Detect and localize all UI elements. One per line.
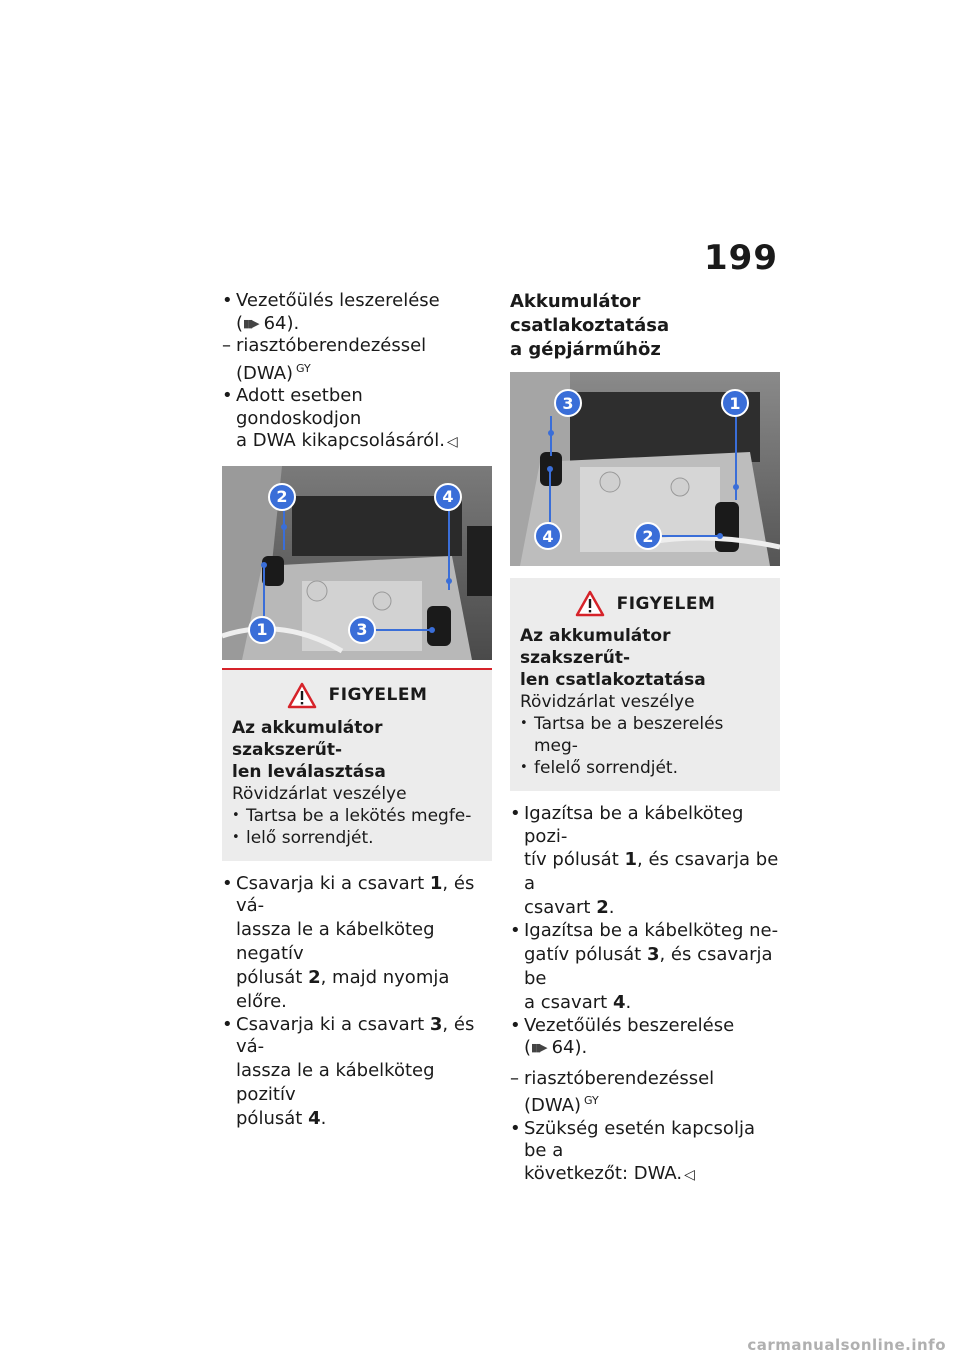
step-disable-dwa: • Adott esetben gondoskodjon <box>222 385 492 430</box>
step-negative: • Csavarja ki a csavart 1, és vá- <box>222 873 492 918</box>
callout-1: 1 <box>248 616 276 644</box>
warning-title: FIGYELEM <box>616 593 716 614</box>
callout-1: 1 <box>721 389 749 417</box>
alarm-condition: – riasztóberendezéssel <box>510 1068 780 1091</box>
warning-item: • Tartsa be a beszerelés meg- <box>520 713 770 757</box>
warning-triangle-icon <box>575 590 605 617</box>
alarm-condition-cont: (DWA) $^{GY}$ <box>236 361 311 384</box>
step-enable-dwa: • Szükség esetén kapcsolja be a <box>510 1118 780 1163</box>
warning-box-connect <box>510 578 780 791</box>
callout-leader <box>374 629 434 631</box>
step-disable-dwa-cont: a DWA kikapcsolásáról. ◁ <box>236 430 458 451</box>
right-column <box>510 290 780 1186</box>
warning-heading: Az akkumulátor szakszerűt- <box>232 717 383 760</box>
disconnect-steps: • Csavarja ki a csavart 1, és vá- lassza le a kábelköteg negatív pólusát 2, majd nyomja előre. • Csavarja ki a csavart 3, és vá- lassza le a kábelköteg pozitív pólusát 4. <box>222 873 492 1131</box>
step-install-seat: • Vezetőülés beszerelése <box>510 1015 780 1038</box>
warning-header <box>232 682 482 709</box>
callout-3: 3 <box>554 389 582 417</box>
warning-heading: Az akkumulátor szakszerűt- <box>520 626 671 668</box>
callout-leader <box>550 416 552 456</box>
alarm-condition: – riasztóberendezéssel <box>222 335 492 358</box>
warning-triangle-icon <box>287 682 317 709</box>
warning-box-disconnect <box>222 668 492 861</box>
callout-3: 3 <box>348 616 376 644</box>
warning-title: FIGYELEM <box>328 685 428 705</box>
callout-dot <box>429 627 435 633</box>
left-column <box>222 290 492 1131</box>
end-mark-icon: ◁ <box>446 434 458 450</box>
callout-dot <box>548 430 554 436</box>
callout-dot <box>733 484 739 490</box>
reference-arrow-icon: ▮▮▶ <box>243 316 258 330</box>
warning-item: • Tartsa be a lekötés megfe- <box>232 805 482 827</box>
callout-2: 2 <box>634 522 662 550</box>
warning-text: Rövidzárlat veszélye <box>232 783 407 804</box>
reference-arrow-icon: ▮▮▶ <box>531 1041 546 1054</box>
callout-4: 4 <box>534 522 562 550</box>
warning-item-cont: • felelő sorrendjét. <box>520 757 770 779</box>
callout-dot <box>281 524 287 530</box>
step-positive: • Igazítsa be a kábelköteg pozi- <box>510 803 780 848</box>
step-enable-dwa-cont: következőt: DWA. ◁ <box>524 1162 695 1184</box>
callout-dot <box>261 562 267 568</box>
step-remove-seat: • Vezetőülés leszerelése <box>222 290 492 313</box>
callout-leader <box>549 468 551 522</box>
battery-disconnect-figure <box>222 466 492 660</box>
step-negative: • Igazítsa be a kábelköteg ne- <box>510 920 780 943</box>
callout-dot <box>547 466 553 472</box>
callout-leader <box>660 535 722 537</box>
callout-leader <box>263 564 265 616</box>
alarm-condition-cont: (DWA) $^{GY}$ <box>524 1094 599 1116</box>
callout-dot <box>717 533 723 539</box>
callout-4: 4 <box>434 483 462 511</box>
watermark: carmanualsonline.info <box>747 1336 946 1354</box>
warning-text: Rövidzárlat veszélye <box>520 692 695 712</box>
warning-heading-cont: len leválasztása <box>232 761 386 782</box>
page-reference[interactable]: (▮▮▶ 64). <box>524 1037 588 1058</box>
page-reference[interactable]: (▮▮▶ 64). <box>236 312 300 334</box>
connect-steps: • Igazítsa be a kábelköteg pozi- tív pólusát 1, és csavarja be a csavart 2. • Igazítsa be a kábelköteg ne- gatív pólusát 3, és csavarja be a csavart 4. • Vezetőülés beszerelése (▮▮▶ 64). – riasztóberendezéssel (DWA) $^{GY}$ • Szükség esetén kapcsolja be a következőt: DWA. ◁ <box>510 803 780 1186</box>
warning-item-cont: • lelő sorrendjét. <box>232 827 482 849</box>
section-title: Akkumulátor csatlakoztatása <box>510 291 670 336</box>
callout-2: 2 <box>268 483 296 511</box>
section-title-cont: a gépjárműhöz <box>510 339 661 360</box>
warning-header <box>520 590 770 617</box>
callout-leader <box>283 510 285 550</box>
warning-heading-cont: len csatlakoztatása <box>520 670 706 690</box>
page-number: 199 <box>704 238 778 278</box>
callout-dot <box>446 578 452 584</box>
end-mark-icon: ◁ <box>684 1166 695 1183</box>
battery-connect-figure <box>510 372 780 566</box>
step-positive: • Csavarja ki a csavart 3, és vá- <box>222 1014 492 1059</box>
